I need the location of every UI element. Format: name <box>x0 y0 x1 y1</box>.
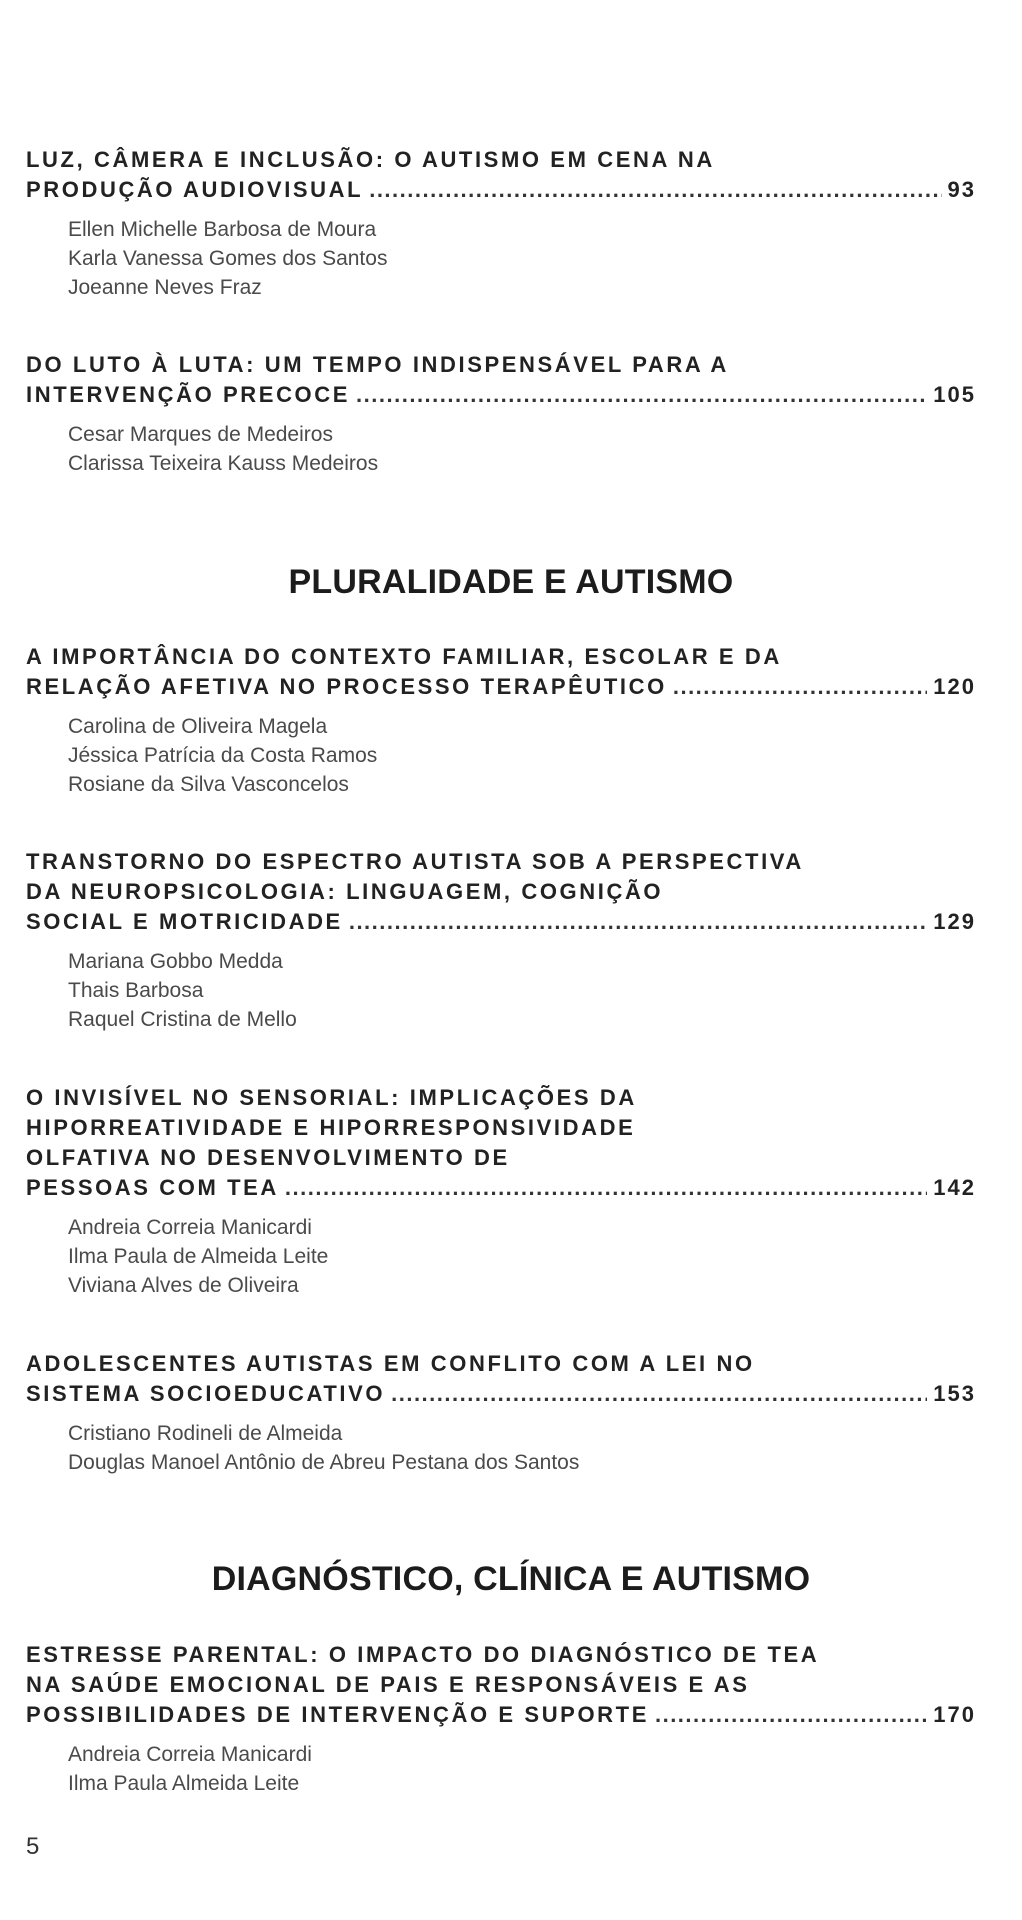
toc-entry[interactable] <box>26 1349 976 1477</box>
dot-leader <box>285 1173 927 1203</box>
dot-leader <box>349 907 927 937</box>
entry-title-line: POSSIBILIDADES DE INTERVENÇÃO E SUPORTE <box>26 1702 649 1727</box>
entry-authors <box>26 420 976 478</box>
entry-title-line: O INVISÍVEL NO SENSORIAL: IMPLICAÇÕES DA <box>26 1085 637 1110</box>
entry-page-number: 129 <box>933 909 976 934</box>
entry-title-last-line <box>26 672 976 702</box>
entry-title-line: OLFATIVA NO DESENVOLVIMENTO DE <box>26 1145 510 1170</box>
entry-authors <box>26 1213 976 1300</box>
entry-page-number: 170 <box>933 1702 976 1727</box>
entry-title-last-line <box>26 380 976 410</box>
entry-title-line: SISTEMA SOCIOEDUCATIVO <box>26 1381 386 1406</box>
author-name: Raquel Cristina de Mello <box>68 1008 297 1031</box>
author-name: Andreia Correia Manicardi <box>68 1743 312 1766</box>
author-name: Cristiano Rodineli de Almeida <box>68 1422 343 1445</box>
entry-title-line: LUZ, CÂMERA E INCLUSÃO: O AUTISMO EM CENA NA <box>26 147 715 172</box>
entry-title-line: NA SAÚDE EMOCIONAL DE PAIS E RESPONSÁVEIS E AS <box>26 1672 750 1697</box>
entry-authors <box>26 947 976 1034</box>
entry-page-number: 105 <box>933 382 976 407</box>
entry-title-line: ADOLESCENTES AUTISTAS EM CONFLITO COM A LEI NO <box>26 1351 755 1376</box>
entry-title-line: PRODUÇÃO AUDIOVISUAL <box>26 177 364 202</box>
author-name: Thais Barbosa <box>68 979 204 1002</box>
entry-title-last-line <box>26 907 976 937</box>
entry-title-line: ESTRESSE PARENTAL: O IMPACTO DO DIAGNÓSTICO DE TEA <box>26 1642 820 1667</box>
entry-authors <box>26 1419 976 1477</box>
author-name: Ilma Paula Almeida Leite <box>68 1772 300 1795</box>
section-heading: DIAGNÓSTICO, CLÍNICA E AUTISMO <box>211 1560 811 1598</box>
author-name: Rosiane da Silva Vasconcelos <box>68 773 349 796</box>
author-name: Karla Vanessa Gomes dos Santos <box>68 247 388 270</box>
entry-title-last-line <box>26 1173 976 1203</box>
entry-title-line: HIPORREATIVIDADE E HIPORRESPONSIVIDADE <box>26 1115 636 1140</box>
entry-page-number: 93 <box>947 177 976 202</box>
author-name: Andreia Correia Manicardi <box>68 1216 312 1239</box>
entry-title-last-line <box>26 175 976 205</box>
entry-title-last-line <box>26 1700 976 1730</box>
toc-entry[interactable] <box>26 847 976 1034</box>
toc-entry[interactable] <box>26 145 976 302</box>
dot-leader <box>356 380 927 410</box>
entry-authors <box>26 712 976 799</box>
dot-leader <box>655 1700 927 1730</box>
author-name: Viviana Alves de Oliveira <box>68 1274 299 1297</box>
author-name: Mariana Gobbo Medda <box>68 950 283 973</box>
author-name: Cesar Marques de Medeiros <box>68 423 333 446</box>
entry-title-line: A IMPORTÂNCIA DO CONTEXTO FAMILIAR, ESCOLAR E DA <box>26 644 782 669</box>
author-name: Douglas Manoel Antônio de Abreu Pestana dos Santos <box>68 1451 580 1474</box>
dot-leader <box>391 1379 927 1409</box>
author-name: Ellen Michelle Barbosa de Moura <box>68 218 377 241</box>
author-name: Ilma Paula de Almeida Leite <box>68 1245 329 1268</box>
entry-page-number: 153 <box>933 1381 976 1406</box>
entry-title-line: RELAÇÃO AFETIVA NO PROCESSO TERAPÊUTICO <box>26 674 667 699</box>
entry-page-number: 142 <box>933 1175 976 1200</box>
author-name: Carolina de Oliveira Magela <box>68 715 328 738</box>
dot-leader <box>673 672 927 702</box>
entry-title-line: DO LUTO À LUTA: UM TEMPO INDISPENSÁVEL PARA A <box>26 352 729 377</box>
dot-leader <box>369 175 941 205</box>
author-name: Clarissa Teixeira Kauss Medeiros <box>68 452 379 475</box>
entry-page-number: 120 <box>933 674 976 699</box>
page-number: 5 <box>26 1833 40 1860</box>
entry-title-line: PESSOAS COM TEA <box>26 1175 279 1200</box>
entry-authors <box>26 1740 976 1798</box>
entry-title-line: TRANSTORNO DO ESPECTRO AUTISTA SOB A PERSPECTIVA <box>26 849 804 874</box>
entry-title-line: INTERVENÇÃO PRECOCE <box>26 382 351 407</box>
entry-title-last-line <box>26 1379 976 1409</box>
toc-entry[interactable] <box>26 1083 976 1300</box>
section-heading: PLURALIDADE E AUTISMO <box>288 563 734 601</box>
entry-title-line: SOCIAL E MOTRICIDADE <box>26 909 343 934</box>
toc-entry[interactable] <box>26 350 976 478</box>
entry-title-line: DA NEUROPSICOLOGIA: LINGUAGEM, COGNIÇÃO <box>26 879 664 904</box>
toc-entry[interactable] <box>26 642 976 799</box>
author-name: Joeanne Neves Fraz <box>68 276 262 299</box>
author-name: Jéssica Patrícia da Costa Ramos <box>68 744 378 767</box>
toc-entry[interactable] <box>26 1640 976 1798</box>
entry-authors <box>26 215 976 302</box>
